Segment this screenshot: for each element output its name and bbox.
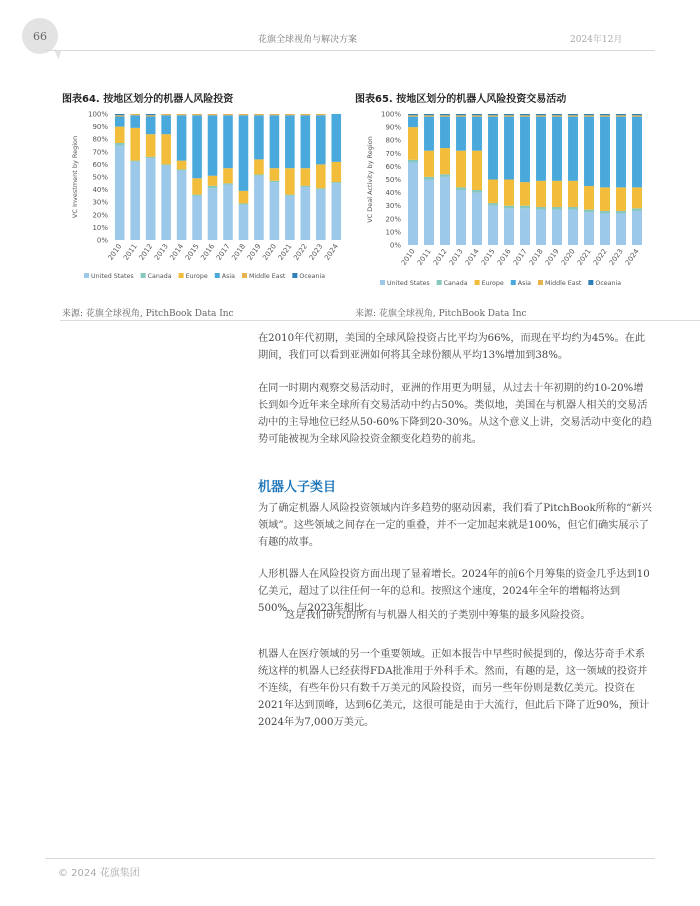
chart1-bar-segment xyxy=(616,117,626,188)
chart0-legend-label: Europe xyxy=(185,273,208,280)
chart1-bar-segment xyxy=(440,174,450,177)
chart0-bar-segment xyxy=(115,143,125,146)
chart1-x-tick-label: 2018 xyxy=(527,247,545,267)
chart1-bar-segment xyxy=(408,162,418,245)
chart0-bar-segment xyxy=(223,115,233,168)
chart0-bar-segment xyxy=(331,183,341,240)
chart0-y-tick-label: 10% xyxy=(92,223,108,232)
chart1-y-tick-label: 90% xyxy=(385,123,401,132)
chart1-bar-segment xyxy=(408,115,418,116)
chart0-bar-segment xyxy=(115,115,125,116)
chart0-legend-label: United States xyxy=(91,273,134,280)
chart1-bar-segment xyxy=(584,114,594,115)
chart1-y-tick-label: 100% xyxy=(380,110,401,119)
chart0-legend-swatch xyxy=(292,273,297,278)
chart1-bar-segment xyxy=(456,151,466,188)
chart0-x-tick-label: 2014 xyxy=(168,242,186,262)
paragraph-3: 为了确定机器人风险投资领域内许多趋势的驱动因素，我们看了PitchBook所称的“新兴领域”。这些领域之间存在一定的重叠，并不一定加起来就是100%，但它们确实展示了有趣的故事。 xyxy=(258,503,652,548)
paragraph-2: 在同一时期内观察交易活动时，亚洲的作用更为明显，从过去十年初期的约10-20%增长到如今近年来全球所有交易活动中约占50%。类似地，美国在与机器人相关的交易活动中的主导地位已经从50-60%下降到20-30%。从这个意义上讲，交易活动中变化的趋势可能被视为全球风险投资金额变化趋势的前兆。 xyxy=(258,383,652,445)
chart0-bar-segment xyxy=(316,114,326,115)
chart0-bar-segment xyxy=(301,187,311,240)
chart1-x-tick-label: 2023 xyxy=(607,247,625,267)
chart0-legend-label: Middle East xyxy=(248,273,286,280)
chart0-bar-segment xyxy=(161,114,171,115)
chart0-bar-segment xyxy=(285,168,295,194)
chart1-x-tick-label: 2021 xyxy=(575,247,593,267)
chart0-x-tick-label: 2020 xyxy=(261,242,279,262)
chart1-bar-segment xyxy=(408,127,418,160)
chart0-bar-segment xyxy=(316,115,326,164)
chart1-y-tick-label: 30% xyxy=(385,202,401,211)
chart0-bar-segment xyxy=(239,191,249,204)
paragraph-1: 在2010年代初期，美国的全球风险投资占比平均为66%，而现在平均约为45%。在此期间，我们可以看到亚洲如何将其全球份额从平均13%增加到38%。 xyxy=(258,333,646,361)
chart0-bar-segment xyxy=(161,134,171,164)
chart1-x-tick-label: 2024 xyxy=(623,247,641,267)
chart1-x-tick-label: 2012 xyxy=(431,247,449,267)
chart1-bar-segment xyxy=(488,114,498,115)
chart1-bar-segment xyxy=(520,115,530,116)
chart1-bar-segment xyxy=(456,115,466,116)
section-heading: 机器人子类目 xyxy=(258,480,337,495)
chart1-bar-segment xyxy=(552,207,562,210)
chart0-bar-segment xyxy=(301,114,311,115)
chart1-legend-swatch xyxy=(511,280,516,285)
chart0-legend-swatch xyxy=(215,273,220,278)
chart0-legend-swatch xyxy=(179,273,184,278)
chart1-bar-segment xyxy=(504,180,514,206)
chart0-legend-swatch xyxy=(242,273,247,278)
header-date: 2024年12月 xyxy=(570,35,623,45)
chart0-bar-segment xyxy=(192,178,202,194)
chart0-bar-segment xyxy=(316,188,326,189)
chart0-bar-segment xyxy=(146,114,156,115)
chart1-bar-segment xyxy=(584,115,594,116)
chart0-bar-segment xyxy=(161,164,171,165)
chart1-bar-segment xyxy=(536,114,546,115)
chart1-bar-segment xyxy=(632,211,642,245)
chart1-bar-segment xyxy=(424,115,434,116)
chart0-x-tick-label: 2021 xyxy=(276,242,294,262)
chart1-bar-segment xyxy=(504,208,514,245)
figure-64-chart xyxy=(62,104,352,304)
chart0-legend-swatch xyxy=(84,273,89,278)
chart0-bar-segment xyxy=(223,168,233,183)
chart1-bar-segment xyxy=(536,115,546,116)
chart1-bar-segment xyxy=(600,117,610,188)
chart0-bar-segment xyxy=(239,114,249,115)
chart0-bar-segment xyxy=(270,168,280,181)
chart0-bar-segment xyxy=(208,186,218,189)
chart1-bar-segment xyxy=(568,210,578,245)
chart1-y-tick-label: 10% xyxy=(385,228,401,237)
chart1-bar-segment xyxy=(536,181,546,207)
chart0-y-tick-label: 20% xyxy=(92,211,108,220)
chart1-y-tick-label: 0% xyxy=(389,241,401,250)
chart1-legend-label: Oceania xyxy=(595,280,622,287)
chart1-y-axis-label: VC Deal Activity by Region xyxy=(366,136,374,223)
chart0-bar-segment xyxy=(208,176,218,186)
figure-64-source: 来源: 花旗全球视角, PitchBook Data Inc xyxy=(62,309,234,319)
chart0-y-tick-label: 80% xyxy=(92,135,108,144)
chart1-bar-segment xyxy=(488,117,498,180)
chart1-bar-segment xyxy=(552,181,562,207)
chart0-bar-segment xyxy=(161,166,171,240)
chart0-bar-segment xyxy=(146,117,156,135)
chart0-y-tick-label: 50% xyxy=(92,173,108,182)
chart0-bar-segment xyxy=(192,115,202,178)
chart1-bar-segment xyxy=(424,180,434,246)
chart1-x-tick-label: 2011 xyxy=(415,247,433,267)
chart1-legend-label: Middle East xyxy=(544,280,582,287)
chart0-bar-segment xyxy=(161,115,171,134)
chart1-bar-segment xyxy=(504,117,514,180)
figure-divider xyxy=(60,320,700,321)
chart1-bar-segment xyxy=(488,180,498,204)
chart0-bar-segment xyxy=(208,115,218,175)
chart0-bar-segment xyxy=(301,186,311,187)
chart1-bar-segment xyxy=(568,115,578,116)
chart1-y-tick-label: 40% xyxy=(385,189,401,198)
chart0-bar-segment xyxy=(285,115,295,168)
chart0-bar-segment xyxy=(177,115,187,160)
page-number: 66 xyxy=(33,29,47,43)
chart0-bar-segment xyxy=(208,114,218,115)
chart1-bar-segment xyxy=(472,115,482,116)
header-title: 花旗全球视角与解决方案 xyxy=(258,35,358,45)
chart0-x-tick-label: 2019 xyxy=(245,242,263,262)
chart0-bar-segment xyxy=(192,195,202,196)
chart1-x-tick-label: 2019 xyxy=(543,247,561,267)
chart1-bar-segment xyxy=(520,208,530,245)
chart0-x-tick-label: 2022 xyxy=(292,242,309,262)
chart0-bar-segment xyxy=(130,114,140,115)
chart0-bar-segment xyxy=(254,159,264,174)
chart1-bar-segment xyxy=(600,211,610,214)
chart1-bar-segment xyxy=(504,114,514,115)
chart0-legend-label: Canada xyxy=(147,273,172,280)
chart1-bar-segment xyxy=(440,117,450,148)
chart0-x-tick-label: 2024 xyxy=(323,242,340,262)
chart1-bar-segment xyxy=(488,115,498,116)
chart0-bar-segment xyxy=(301,115,311,168)
chart0-bar-segment xyxy=(239,205,249,240)
chart1-bar-segment xyxy=(552,117,562,181)
chart0-y-axis-label: VC Investment by Region xyxy=(71,135,79,219)
chart0-x-tick-label: 2016 xyxy=(199,242,217,262)
footer-copyright: © 2024 花旗集团 xyxy=(58,868,140,879)
chart1-legend-label: United States xyxy=(387,280,430,287)
figure-64-title: 图表64. 按地区划分的机器人风险投资 xyxy=(62,94,234,105)
chart1-bar-segment xyxy=(408,160,418,163)
chart1-bar-segment xyxy=(504,115,514,116)
chart1-bar-segment xyxy=(440,114,450,115)
chart1-legend-swatch xyxy=(588,280,593,285)
chart1-bar-segment xyxy=(536,117,546,181)
chart1-y-tick-label: 20% xyxy=(385,215,401,224)
chart0-bar-segment xyxy=(285,114,295,115)
chart0-bar-segment xyxy=(331,162,341,182)
chart1-bar-segment xyxy=(600,114,610,115)
chart1-bar-segment xyxy=(520,182,530,206)
chart0-x-tick-label: 2023 xyxy=(307,242,325,262)
chart0-bar-segment xyxy=(239,203,249,204)
chart1-y-tick-label: 80% xyxy=(385,136,401,145)
chart1-bar-segment xyxy=(440,115,450,116)
chart0-bar-segment xyxy=(239,115,249,191)
chart1-bar-segment xyxy=(472,114,482,115)
chart1-bar-segment xyxy=(456,117,466,151)
chart1-bar-segment xyxy=(472,193,482,245)
chart0-y-tick-label: 40% xyxy=(92,186,108,195)
chart1-bar-segment xyxy=(488,206,498,245)
chart1-bar-segment xyxy=(472,151,482,190)
chart0-bar-segment xyxy=(146,134,156,157)
chart0-y-tick-label: 0% xyxy=(96,236,108,245)
chart1-bar-segment xyxy=(520,114,530,115)
chart1-bar-segment xyxy=(424,117,434,151)
chart1-x-tick-label: 2010 xyxy=(399,247,417,267)
chart0-x-tick-label: 2010 xyxy=(106,242,124,262)
chart1-bar-segment xyxy=(600,214,610,245)
chart0-x-tick-label: 2015 xyxy=(183,242,201,262)
chart1-bar-segment xyxy=(632,114,642,115)
chart1-bar-segment xyxy=(632,115,642,116)
chart1-bar-segment xyxy=(440,148,450,174)
chart0-bar-segment xyxy=(254,114,264,115)
figure-65-chart xyxy=(355,104,655,304)
chart1-bar-segment xyxy=(424,151,434,177)
chart1-bar-segment xyxy=(440,177,450,245)
chart1-bar-segment xyxy=(568,117,578,181)
chart0-bar-segment xyxy=(285,196,295,240)
chart0-x-tick-label: 2018 xyxy=(230,242,248,262)
chart0-bar-segment xyxy=(146,158,156,240)
chart0-bar-segment xyxy=(192,114,202,115)
chart1-legend-label: Canada xyxy=(443,280,468,287)
chart0-bar-segment xyxy=(270,182,280,240)
chart1-bar-segment xyxy=(584,186,594,210)
paragraph-4-note: 这是我们研究的所有与机器人相关的子类别中筹集的最多风险投资。 xyxy=(285,610,591,621)
chart0-y-tick-label: 90% xyxy=(92,123,108,132)
chart0-bar-segment xyxy=(130,128,140,161)
chart1-bar-segment xyxy=(632,187,642,208)
chart1-bar-segment xyxy=(632,117,642,188)
chart0-bar-segment xyxy=(301,168,311,186)
chart1-bar-segment xyxy=(504,206,514,209)
chart1-bar-segment xyxy=(616,187,626,211)
chart0-legend-label: Oceania xyxy=(299,273,326,280)
chart0-x-tick-label: 2011 xyxy=(122,242,139,262)
chart0-x-tick-label: 2017 xyxy=(214,242,232,262)
chart0-legend-swatch xyxy=(141,273,146,278)
chart0-bar-segment xyxy=(254,115,264,159)
figure-65-source: 来源: 花旗全球视角, PitchBook Data Inc xyxy=(355,309,527,319)
chart0-bar-segment xyxy=(254,174,264,175)
chart1-bar-segment xyxy=(520,117,530,182)
chart1-x-tick-label: 2022 xyxy=(591,247,609,267)
chart1-legend-label: Asia xyxy=(517,280,531,287)
chart0-legend-label: Asia xyxy=(221,273,235,280)
chart0-y-tick-label: 100% xyxy=(87,110,108,119)
chart1-legend-swatch xyxy=(475,280,480,285)
footer-divider xyxy=(45,858,655,859)
chart0-x-tick-label: 2012 xyxy=(137,242,155,262)
chart1-bar-segment xyxy=(568,207,578,210)
chart1-bar-segment xyxy=(552,115,562,116)
chart1-bar-segment xyxy=(488,203,498,206)
chart0-bar-segment xyxy=(223,185,233,240)
chart0-y-tick-label: 60% xyxy=(92,160,108,169)
paragraph-4: 人形机器人在风险投资方面出现了显着增长。2024年的前6个月筹集的资金几乎达到10亿美元，超过了以往任何一年的总和。按照这个速度，2024年全年的增幅将达到500%，与2023年相比。 xyxy=(258,569,650,614)
chart0-bar-segment xyxy=(115,114,125,115)
chart1-bar-segment xyxy=(584,117,594,186)
chart1-x-tick-label: 2014 xyxy=(463,247,481,267)
chart1-x-tick-label: 2016 xyxy=(495,247,513,267)
chart1-x-tick-label: 2015 xyxy=(479,247,497,267)
chart1-bar-segment xyxy=(456,187,466,190)
chart1-bar-segment xyxy=(568,114,578,115)
chart0-bar-segment xyxy=(177,169,187,170)
chart0-bar-segment xyxy=(146,115,156,116)
chart0-bar-segment xyxy=(285,195,295,196)
chart1-bar-segment xyxy=(408,117,418,127)
chart1-legend-label: Europe xyxy=(481,280,504,287)
chart0-bar-segment xyxy=(115,117,125,127)
chart0-bar-segment xyxy=(146,157,156,158)
chart0-bar-segment xyxy=(331,182,341,183)
chart0-bar-segment xyxy=(270,114,280,115)
chart0-bar-segment xyxy=(130,161,140,162)
figure-65-title: 图表65. 按地区划分的机器人风险投资交易活动 xyxy=(355,94,567,105)
chart1-bar-segment xyxy=(552,114,562,115)
chart0-bar-segment xyxy=(223,183,233,184)
chart0-bar-segment xyxy=(254,176,264,240)
chart0-y-tick-label: 70% xyxy=(92,148,108,157)
chart0-bar-segment xyxy=(130,115,140,128)
chart0-bar-segment xyxy=(223,114,233,115)
chart1-bar-segment xyxy=(616,211,626,214)
chart1-bar-segment xyxy=(472,117,482,151)
chart0-bar-segment xyxy=(177,171,187,240)
chart1-bar-segment xyxy=(408,114,418,115)
chart1-legend-swatch xyxy=(538,280,543,285)
chart0-x-tick-label: 2013 xyxy=(152,242,170,262)
chart0-bar-segment xyxy=(115,127,125,143)
chart1-bar-segment xyxy=(584,210,594,213)
chart1-bar-segment xyxy=(520,206,530,209)
paragraph-5: 机器人在医疗领域的另一个重要领域。正如本报告中早些时候提到的，像达芬奇手术系统这样的机器人已经获得FDA批准用于外科手术。然而，有趣的是，这一领域的投资并不连续，有些年份只有数千万美元的风险投资，而另一些年份则是数亿美元。投资在2021年达到顶峰，达到6亿美元，这很可能是由于大流行，但此后下降了近90%，预计2024年为7,000万美元。 xyxy=(258,649,650,728)
header-divider xyxy=(45,50,655,51)
chart1-legend-swatch xyxy=(380,280,385,285)
chart1-y-tick-label: 50% xyxy=(385,176,401,184)
chart1-x-tick-label: 2017 xyxy=(511,247,529,267)
chart0-bar-segment xyxy=(316,164,326,188)
chart1-bar-segment xyxy=(584,212,594,245)
chart1-bar-segment xyxy=(616,114,626,115)
chart0-bar-segment xyxy=(177,161,187,170)
chart0-bar-segment xyxy=(270,181,280,182)
chart1-bar-segment xyxy=(568,181,578,207)
chart1-bar-segment xyxy=(424,177,434,180)
chart1-bar-segment xyxy=(424,114,434,115)
chart0-bar-segment xyxy=(331,114,341,162)
chart0-y-tick-label: 30% xyxy=(92,198,108,207)
chart0-bar-segment xyxy=(316,190,326,240)
chart1-bar-segment xyxy=(616,115,626,116)
chart0-bar-segment xyxy=(270,115,280,168)
chart0-bar-segment xyxy=(208,188,218,240)
chart1-y-tick-label: 70% xyxy=(385,149,401,158)
chart1-bar-segment xyxy=(552,210,562,245)
chart1-bar-segment xyxy=(600,187,610,211)
chart1-y-tick-label: 60% xyxy=(385,162,401,171)
chart1-bar-segment xyxy=(456,190,466,245)
chart1-bar-segment xyxy=(616,214,626,245)
chart1-x-tick-label: 2013 xyxy=(447,247,465,267)
chart0-bar-segment xyxy=(177,114,187,115)
page-number-badge xyxy=(22,18,58,54)
chart1-bar-segment xyxy=(472,190,482,193)
chart0-bar-segment xyxy=(192,196,202,240)
chart1-bar-segment xyxy=(536,207,546,210)
chart0-bar-segment xyxy=(130,162,140,240)
chart1-bar-segment xyxy=(632,208,642,211)
chart1-legend-swatch xyxy=(437,280,442,285)
chart1-x-tick-label: 2020 xyxy=(559,247,577,267)
chart0-bar-segment xyxy=(115,146,125,241)
chart1-bar-segment xyxy=(456,114,466,115)
chart1-bar-segment xyxy=(600,115,610,116)
chart1-bar-segment xyxy=(536,210,546,245)
